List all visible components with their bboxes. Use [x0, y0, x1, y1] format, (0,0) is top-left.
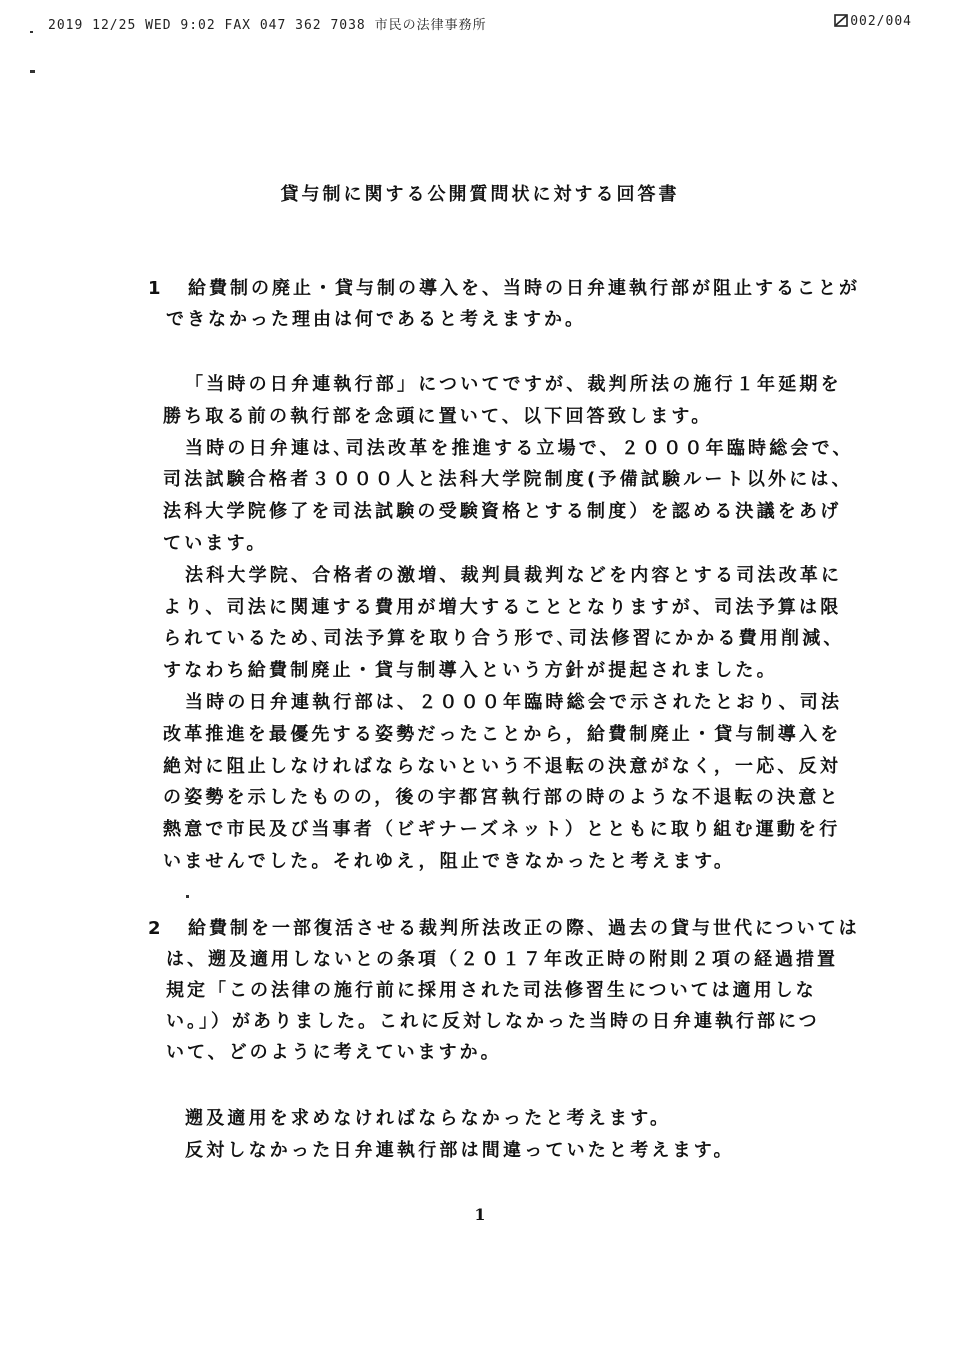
answer-line: より、司法に関連する費用が増大することとなりますが、司法予算は限 [163, 596, 842, 618]
answer-line: 熱意で市民及び当事者（ビギナーズネット）とともに取り組む運動を行 [163, 819, 841, 841]
answer-2 [163, 1103, 863, 1167]
question-line: 給費制の廃止・貸与制の導入を、当時の日弁連執行部が阻止することが [188, 278, 860, 299]
answer-line: すなわち給費制廃止・貸与制導入という方針が提起されました。 [163, 660, 778, 682]
fax-send-icon [834, 14, 848, 27]
answer-line: られているため､司法予算を取り合う形で､司法修習にかかる費用削減、 [163, 628, 845, 650]
scan-speck [30, 31, 33, 33]
answer-line: 当時の日弁連は､司法改革を推進する立場で、２０００年臨時総会で、 [185, 437, 854, 459]
answer-line: 改革推進を最優先する姿勢だったことから，給費制廃止・貸与制導入を [163, 723, 842, 745]
fax-page-counter [834, 14, 912, 29]
answer-line: 遡及適用を求めなければならなかったと考えます。 [185, 1108, 672, 1129]
question-line: できなかった理由は何であると考えますか。 [166, 309, 586, 330]
question-line: いて、どのように考えていますか。 [166, 1042, 502, 1063]
answer-line: 法科大学院修了を司法試験の受験資格とする制度）を認める決議をあげ [163, 501, 842, 523]
answer-line: 法科大学院、合格者の激増、裁判員裁判などを内容とする司法改革に [185, 564, 843, 586]
scan-speck [186, 895, 189, 898]
answer-line: 絶対に阻止しなければならないという不退転の決意がなく，一応、反対 [163, 755, 842, 777]
answer-1 [163, 369, 863, 878]
question-number: 2 [148, 918, 164, 939]
document-title: 貸与制に関する公開質問状に対する回答書 [280, 184, 680, 205]
answer-line: 「当時の日弁連執行部」についてですが、裁判所法の施行１年延期を [185, 374, 842, 395]
answer-line: 反対しなかった日弁連執行部は間違っていたと考えます。 [185, 1139, 735, 1161]
question-2 [148, 913, 860, 1068]
fax-header [0, 10, 960, 36]
fax-page-count: 002/004 [850, 14, 912, 29]
answer-line: 司法試験合格者３０００人と法科大学院制度(予備試験ルート以外には、 [163, 469, 853, 491]
fax-transmission-info: 2019 12/25 WED 9:02 FAX 047 362 7038 市民の法律事務所 [48, 18, 487, 33]
question-1 [148, 273, 860, 335]
answer-line: の姿勢を示したものの，後の宇都宮執行部の時のような不退転の決意と [163, 787, 841, 809]
answer-line: いませんでした。それゆえ，阻止できなかったと考えます。 [163, 850, 736, 872]
question-line: 規定「この法律の施行前に採用された司法修習生については適用しな [166, 980, 817, 1001]
question-number: 1 [148, 278, 164, 299]
answer-line: 勝ち取る前の執行部を念頭に置いて、以下回答致します。 [163, 405, 713, 427]
question-line: は、遡及適用しないとの条項（２０１７年改正時の附則２項の経過措置 [166, 949, 838, 970]
question-line: 給費制を一部復活させる裁判所法改正の際、過去の貸与世代については [188, 918, 860, 939]
question-line: い。」）がありました。これに反対しなかった当時の日弁連執行部につ [166, 1011, 820, 1032]
scan-speck [30, 70, 35, 73]
answer-line: 当時の日弁連執行部は、２０００年臨時総会で示されたとおり、司法 [185, 691, 843, 713]
page-number: 1 [474, 1205, 486, 1224]
answer-line: ています。 [163, 532, 268, 554]
